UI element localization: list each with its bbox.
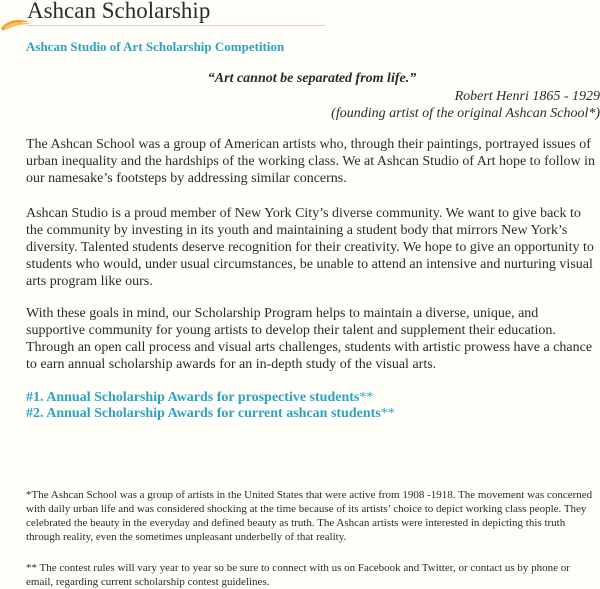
award-label: #1. Annual Scholarship Awards for prospective students (26, 390, 360, 405)
quote-attribution (331, 88, 600, 122)
footnote-ashcan-school: *The Ashcan School was a group of artists in the United States that were active from 1908 -1918. The movement was concerned with daily urban life and was considered shocking at the time because of its artists’ choice to depict working class people. They celebrated the beauty in the everyday and defined beauty as truth. The Ashcan artists were interested in depicting this truth through reality, even the sometimes unpleasant underbelly of that reality. (26, 489, 593, 543)
award-label: #2. Annual Scholarship Awards for current ashcan students (26, 406, 381, 421)
award-footnote-mark: ** (359, 390, 374, 405)
award-footnote-mark: ** (380, 406, 395, 421)
award-link-prospective[interactable] (26, 389, 373, 406)
page-title: Ashcan Scholarship (27, 0, 211, 23)
program-paragraph: With these goals in mind, our Scholarship Program helps to maintain a diverse, unique, and supportive community for young artists to develop their talent and supplement their education. Through an open call process and visual arts challenges, students with artistic prowess have a chance to earn annual scholarship awards for an in-depth study of the visual arts. (26, 306, 593, 372)
footnote-contest-rules: ** The contest rules will vary year to year so be sure to connect with us on Facebook and Twitter, or contact us by phone or email, regarding current scholarship contest guidelines. (26, 562, 570, 588)
title-divider (27, 25, 325, 26)
attribution-author: Robert Henri 1865 - 1929 (454, 89, 600, 104)
section-subtitle: Ashcan Studio of Art Scholarship Competition (26, 39, 285, 54)
intro-paragraph: The Ashcan School was a group of American artists who, through their paintings, portrayed issues of urban inequality and the hardships of the working class. We at Ashcan Studio of Art hope to follow in our namesake’s footsteps by addressing similar concerns. (26, 137, 596, 186)
award-link-current[interactable] (26, 405, 395, 422)
page-header (0, 0, 600, 34)
henri-quote: “Art cannot be separated from life.” (207, 71, 417, 86)
community-paragraph: Ashcan Studio is a proud member of New York City’s diverse community. We want to give back to the community by investing in its youth and maintaining a student body that mirrors New York’s diversity. Talented students deserve recognition for their creativity. We hope to give an opportunity to students who would, under usual circumstances, be unable to attend an intensive and nurturing visual arts program like ours. (26, 206, 594, 289)
attribution-note: (founding artist of the original Ashcan School*) (331, 106, 600, 121)
